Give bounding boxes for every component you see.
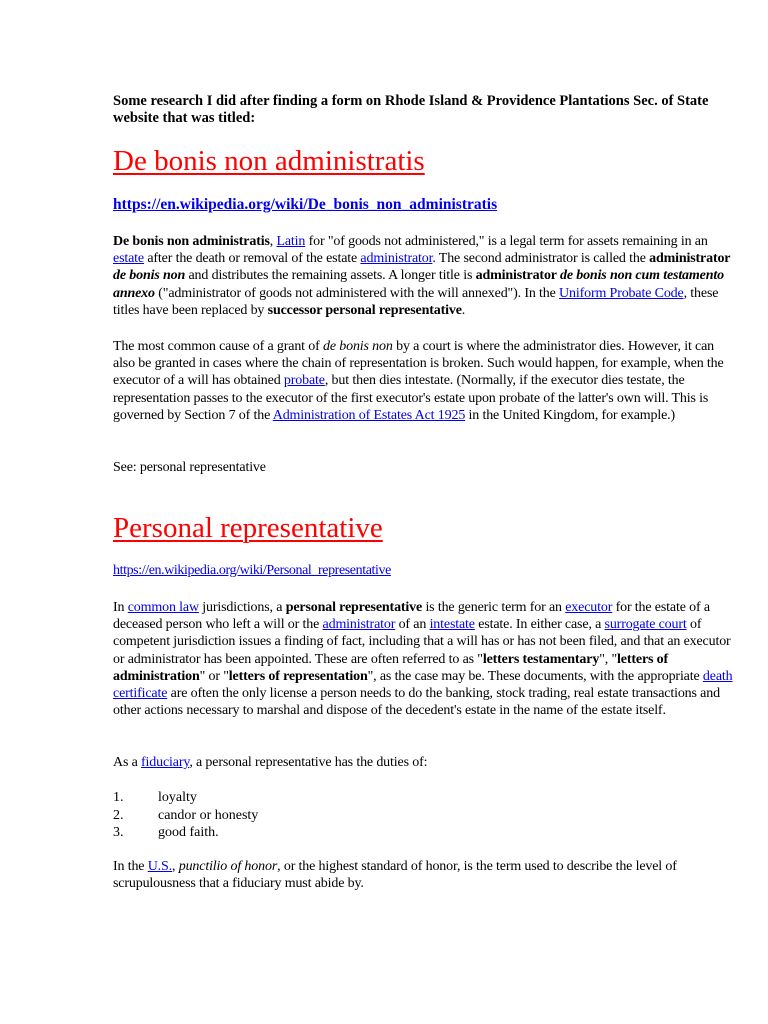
- link-probate[interactable]: probate: [283, 373, 325, 389]
- heading-personal-representative: Personal representative: [113, 512, 383, 544]
- paragraph-common-cause: The most common cause of a grant of de bonis non by a court is where the administrator dies. However, it can also be granted in cases where the chain of representation is broken. Such would happen, for example, when the executor of a will has obtained probate, but then dies intestate. (Normally, if the executor dies testate, the representation passes to the executor of the first executor's estate upon probate of the latter's own will. This is governed by Section 7 of the Administration of Estates Act 1925 in the United Kingdom, for example.): [113, 339, 724, 423]
- link-uniform-probate-code[interactable]: Uniform Probate Code: [559, 285, 684, 301]
- list-item: 2. candor or honesty: [113, 807, 259, 823]
- link-us[interactable]: U.S.: [147, 859, 173, 874]
- url-personal-representative: [113, 563, 391, 579]
- paragraph-punctilio: In the U.S., punctilio of honor, or the highest standard of honor, is the term used to describe the level of scrupulousness that a fiduciary must abide by.: [113, 859, 677, 892]
- link-fiduciary[interactable]: fiduciary: [141, 755, 190, 770]
- paragraph-fiduciary: As a fiduciary, a personal representative has the duties of:: [113, 755, 428, 770]
- see-also-text: See: personal representative: [113, 460, 266, 475]
- link-surrogate-court[interactable]: surrogate court: [604, 617, 687, 633]
- duties-list: [113, 789, 258, 842]
- list-item: 3. good faith.: [113, 825, 219, 840]
- link-administration-of-estates-act[interactable]: Administration of Estates Act 1925: [272, 407, 466, 423]
- link-latin[interactable]: Latin: [276, 234, 306, 249]
- link-administrator[interactable]: administrator: [360, 251, 433, 267]
- list-item: 1. loyalty: [113, 790, 197, 805]
- link-administrator-2[interactable]: administrator: [322, 617, 396, 633]
- link-common-law[interactable]: common law: [127, 600, 199, 615]
- link-intestate[interactable]: intestate: [429, 617, 475, 633]
- paragraph-definition: De bonis non administratis, Latin for "of goods not administered," is a legal term for assets remaining in an estate after the death or removal of the estate administrator. The second administrator is called the administrator de bonis non and distributes the remaining assets. A longer title is administrator de bonis non cum testamento annexo ("administrator of goods not administered with the will annexed"). In the Uniform Probate Code, these titles have been replaced by successor personal representative.: [113, 234, 731, 318]
- link-personal-representative-url[interactable]: https://en.wikipedia.org/wiki/Personal_representative: [113, 563, 391, 578]
- intro-text: Some research I did after finding a form on Rhode Island & Providence Plantations Sec. of State website that was titled:: [113, 93, 709, 126]
- term-de-bonis-non: De bonis non administratis: [113, 234, 270, 249]
- link-executor[interactable]: executor: [565, 600, 613, 615]
- url-de-bonis-non: [113, 196, 497, 214]
- paragraph-personal-representative: In common law jurisdictions, a personal representative is the generic term for an executor for the estate of a deceased person who left a will or the administrator of an intestate estate. In either case, a surrogate court of competent jurisdiction issues a finding of fact, including that a will has or has not been filed, and that an executor or administrator has been appointed. These are often referred to as "letters testamentary", "letters of administration" or "letters of representation", as the case may be. These documents, with the appropriate death certificate are often the only license a person needs to do the banking, stock trading, real estate transactions and other actions necessary to marshal and dispose of the decedent's estate in the name of the estate itself.: [113, 600, 733, 719]
- link-de-bonis-non-url[interactable]: https://en.wikipedia.org/wiki/De_bonis_non_administratis: [113, 196, 498, 213]
- heading-de-bonis-non: De bonis non administratis: [113, 145, 425, 177]
- link-death-certificate[interactable]: death certificate: [113, 668, 733, 702]
- link-estate[interactable]: estate: [113, 251, 144, 267]
